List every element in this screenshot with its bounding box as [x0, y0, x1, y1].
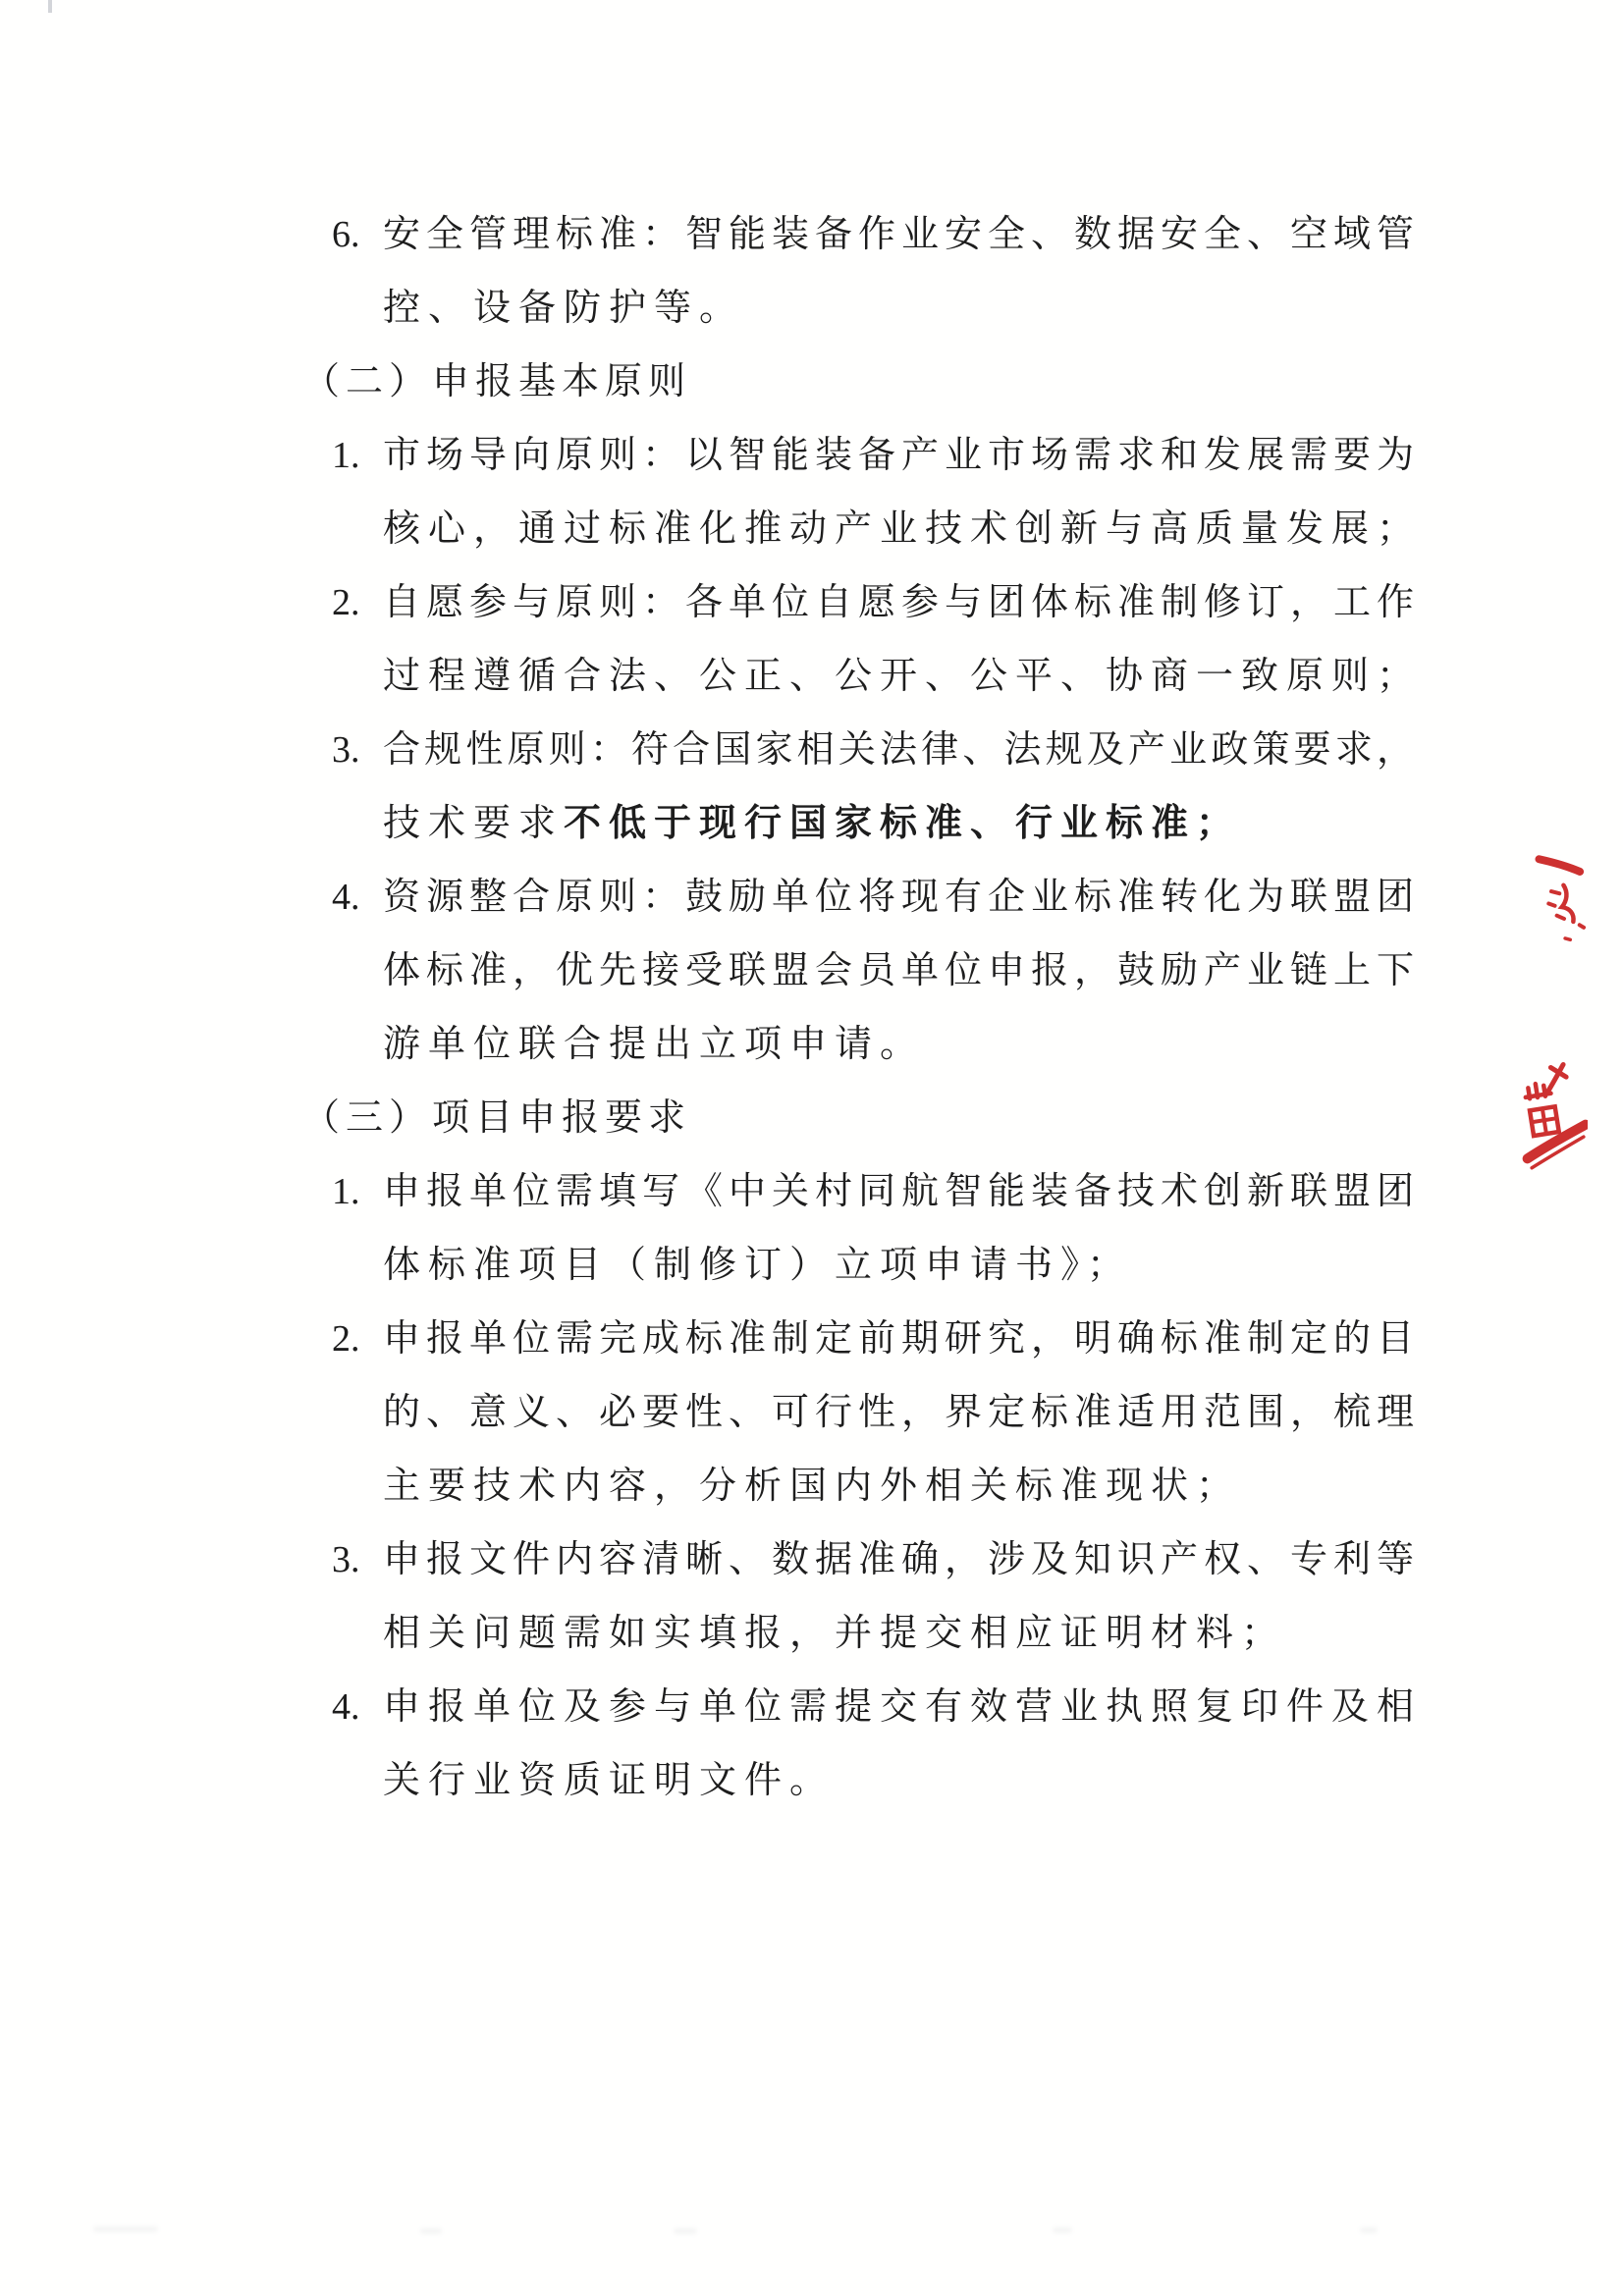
document-line — [302, 1155, 1414, 1229]
text-run: 申报单位需完成标准制定前期研究，明确标准制定的目 — [383, 1318, 1414, 1360]
bold-text-run: 不低于现行国家标准、行业标准； — [564, 803, 1242, 844]
text-run: 关行业资质证明文件。 — [383, 1760, 836, 1801]
document-line — [302, 640, 1414, 714]
text-run: （二）申报基本原则 — [302, 361, 692, 402]
text-run: 安全管理标准：智能装备作业安全、数据安全、空域管 — [383, 214, 1414, 255]
text-run: 主要技术内容，分析国内外相关标准现状； — [383, 1466, 1242, 1507]
document-line — [302, 272, 1414, 346]
scan-artifact — [674, 2228, 697, 2234]
text-run: 过程遵循合法、公正、公开、公平、协商一致原则； — [383, 656, 1414, 697]
document-line — [302, 1744, 1414, 1818]
text-run: 技术要求 — [383, 803, 565, 844]
red-seal-fragment-upper — [1532, 844, 1593, 957]
list-number: 3. — [332, 729, 360, 771]
document-line — [302, 787, 1414, 861]
text-run: 核心，通过标准化推动产业技术创新与高质量发展； — [383, 508, 1414, 550]
text-run: 市场导向原则：以智能装备产业市场需求和发展需要为 — [383, 435, 1414, 476]
text-run: 的、意义、必要性、可行性，界定标准适用范围，梳理 — [383, 1392, 1414, 1433]
scan-artifact — [1053, 2227, 1072, 2233]
text-run: 申报单位需填写《中关村同航智能装备技术创新联盟团 — [383, 1171, 1414, 1212]
document-line — [302, 861, 1414, 934]
document-line — [302, 1229, 1414, 1303]
list-number: 3. — [332, 1539, 360, 1580]
text-run: 申报文件内容清晰、数据准确，涉及知识产权、专利等 — [383, 1539, 1414, 1580]
document-line — [302, 1376, 1414, 1450]
document-line — [302, 419, 1414, 493]
document-line — [302, 1303, 1414, 1376]
text-run: 资源整合原则：鼓励单位将现有企业标准转化为联盟团 — [383, 877, 1414, 918]
scan-artifact — [48, 0, 52, 13]
document-line — [302, 1450, 1414, 1523]
scan-artifact — [420, 2228, 442, 2234]
text-run: 申报单位及参与单位需提交有效营业执照复印件及相 — [383, 1686, 1414, 1728]
list-number: 6. — [332, 214, 360, 255]
text-run: （三）项目申报要求 — [302, 1097, 692, 1139]
text-run: 控、设备防护等。 — [383, 288, 745, 329]
text-run: 相关问题需如实填报，并提交相应证明材料； — [383, 1613, 1287, 1654]
list-number: 2. — [332, 582, 360, 623]
list-number: 1. — [332, 1171, 360, 1212]
document-line — [302, 198, 1414, 272]
list-number: 1. — [332, 435, 360, 476]
text-run: 自愿参与原则：各单位自愿参与团体标准制修订，工作 — [383, 582, 1414, 623]
text-run: 合规性原则：符合国家相关法律、法规及产业政策要求， — [383, 729, 1414, 771]
section-heading — [302, 1082, 1414, 1155]
text-run: 体标准，优先接受联盟会员单位申报，鼓励产业链上下 — [383, 950, 1414, 991]
document-line — [302, 1671, 1414, 1744]
document-line — [302, 934, 1414, 1008]
list-number: 4. — [332, 877, 360, 918]
text-run: 体标准项目（制修订）立项申请书》； — [383, 1245, 1133, 1286]
list-number: 4. — [332, 1686, 360, 1728]
scan-artifact — [1360, 2227, 1378, 2233]
section-heading — [302, 346, 1414, 419]
document-line — [302, 493, 1414, 566]
document-line — [302, 1597, 1414, 1671]
list-number: 2. — [332, 1318, 360, 1360]
document-line — [302, 1008, 1414, 1082]
red-seal-fragment-lower — [1515, 1060, 1588, 1170]
text-run: 游单位联合提出立项申请。 — [383, 1024, 926, 1065]
document-line — [302, 566, 1414, 640]
document-line — [302, 714, 1414, 787]
scan-artifact — [93, 2226, 158, 2232]
document-body — [302, 198, 1414, 1818]
document-line — [302, 1523, 1414, 1597]
